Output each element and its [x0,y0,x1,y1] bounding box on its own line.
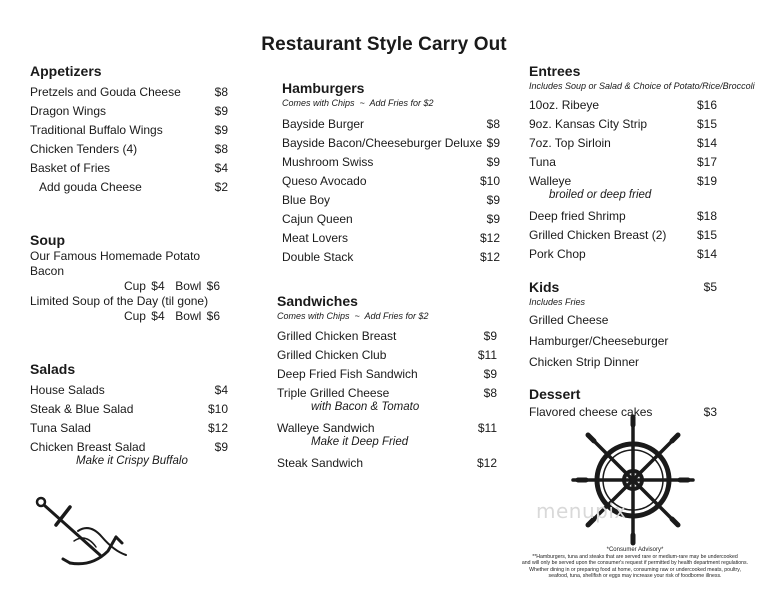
item-name: 7oz. Top Sirloin [529,136,611,150]
menu-item [529,245,717,264]
item-name: Walleye Sandwich [277,421,375,435]
menu-item [529,153,717,172]
menu-item [529,207,717,226]
item-name: Chicken Tenders (4) [30,142,138,156]
menu-item [30,419,228,438]
item-price: $8 [214,85,228,99]
item-note: broiled or deep fried [549,189,652,201]
item-price: $14 [696,136,717,150]
item-name: Bayside Burger [282,117,365,131]
menu-item [282,172,500,191]
menu-item [30,159,228,178]
item-name: Dragon Wings [30,104,107,118]
menu-item [277,327,497,346]
menu-item [529,134,717,153]
menu-item [529,226,717,245]
item-price: $9 [486,212,500,226]
item-note: with Bacon & Tomato [311,401,420,413]
item-price: $12 [479,231,500,245]
sandwiches-subtitle: Comes with Chips ~ Add Fries for $2 [277,311,429,321]
item-name: Grilled Chicken Breast (2) [529,228,667,242]
list-item: Chicken Strip Dinner [529,355,640,369]
item-name: Traditional Buffalo Wings [30,123,163,137]
item-price: $19 [696,174,717,188]
middle-column [282,79,500,267]
item-name: Queso Avocado [282,174,367,188]
item-price: $12 [479,250,500,264]
item-price: $9 [486,193,500,207]
menu-item [282,248,500,267]
item-price: $10 [479,174,500,188]
item-price: $2 [214,180,228,194]
page-title: Restaurant Style Carry Out [261,34,507,55]
item-price: $18 [696,209,717,223]
item-name: Cajun Queen [282,212,353,226]
item-price: $12 [207,421,228,435]
item-note: Make it Deep Fried [311,436,409,448]
menu-item [30,102,228,121]
menu-item [30,178,228,197]
item-name: Tuna [529,155,556,169]
item-price: $15 [696,228,717,242]
menu-item [30,400,228,419]
item-name: Add gouda Cheese [39,180,142,194]
menu-item [30,121,228,140]
advisory-line: seafood, tuna, shellfish or eggs may increase your risk of foodborne illness. [548,573,722,580]
item-name: Deep Fried Fish Sandwich [277,367,418,381]
item-name: Deep fried Shrimp [529,209,626,223]
kids-price: $5 [703,280,717,294]
item-price: $11 [477,421,497,435]
item-name: Bayside Bacon/Cheeseburger Deluxe [282,136,483,150]
item-name: Basket of Fries [30,161,111,175]
item-price: $9 [214,104,228,118]
kids-heading: Kids [529,279,560,295]
item-name: Double Stack [282,250,354,264]
anchor-icon [30,493,130,568]
menu-item [282,134,500,153]
item-price: $12 [476,456,497,470]
item-name: Walleye [529,174,572,188]
item-price: $11 [477,348,497,362]
menu-item [282,229,500,248]
hamburgers-heading: Hamburgers [282,80,365,96]
advisory-line: and will only be served upon the consumer's request if permitted by health department regulations. [521,560,749,567]
soup-prices: Cup $4 Bowl $6 [123,309,220,323]
item-price: $8 [483,386,497,400]
entrees-subtitle: Includes Soup or Salad & Choice of Potato/Rice/Broccoli [529,81,755,91]
item-name: House Salads [30,383,105,397]
sandwiches-heading: Sandwiches [277,293,358,309]
item-name: Steak & Blue Salad [30,402,134,416]
item-price: $4 [214,161,228,175]
item-note: Make it Crispy Buffalo [76,455,188,467]
item-price: $9 [486,155,500,169]
item-name: Steak Sandwich [277,456,364,470]
menu-item [282,191,500,210]
menu-item [277,454,497,473]
sandwiches-section [277,292,497,473]
item-name: Pretzels and Gouda Cheese [30,85,181,99]
soup-item: Our Famous Homemade Potato Bacon [30,249,201,278]
item-name: Meat Lovers [282,231,349,245]
dessert-heading: Dessert [529,386,581,402]
item-name: 10oz. Ribeye [529,98,600,112]
consumer-advisory [514,547,756,580]
item-price: $4 [214,383,228,397]
item-price: $8 [486,117,500,131]
item-price: $15 [696,117,717,131]
item-name: Triple Grilled Cheese [277,386,390,400]
item-name: Tuna Salad [30,421,91,435]
item-price: $16 [696,98,717,112]
right-column [529,62,755,422]
soup-item: Limited Soup of the Day (til gone) [30,294,209,308]
menu-item [282,115,500,134]
item-name: Blue Boy [282,193,331,207]
menu-item [277,365,497,384]
menu-item [30,140,228,159]
menu-item [30,381,228,400]
item-name: Mushroom Swiss [282,155,374,169]
item-price: $9 [483,329,497,343]
item-price: $9 [486,136,500,150]
kids-header [529,278,717,296]
item-name: Pork Chop [529,247,586,261]
menu-item [282,210,500,229]
watermark: menupix [536,499,627,523]
item-price: $17 [696,155,717,169]
item-name: 9oz. Kansas City Strip [529,117,648,131]
left-column [30,62,228,473]
item-price: $10 [207,402,228,416]
item-name: Chicken Breast Salad [30,440,146,454]
item-name: Grilled Chicken Club [277,348,387,362]
ship-wheel-icon [578,415,688,545]
item-name: Flavored cheese cakes [529,405,653,419]
item-price: $9 [214,440,228,454]
menu-item [277,346,497,365]
soup-heading: Soup [30,232,65,248]
advisory-line: **Hamburgers, tuna and steaks that are served rare or medium-rare may be undercooked [532,553,738,560]
hamburgers-subtitle: Comes with Chips ~ Add Fries for $2 [282,98,434,108]
entrees-heading: Entrees [529,63,581,79]
appetizers-heading: Appetizers [30,63,102,79]
menu-item [30,83,228,102]
menu-item [529,96,717,115]
list-item: Grilled Cheese [529,313,609,327]
advisory-line: Whether dining in or preparing food at home, consuming raw or undercooked meats, poultry, [529,566,741,573]
item-price: $8 [214,142,228,156]
advisory-title: *Consumer Advisory* [606,547,664,553]
item-price: $14 [696,247,717,261]
item-price: $9 [483,367,497,381]
item-price: $3 [703,405,717,419]
kids-subtitle: Includes Fries [529,297,586,307]
menu-item [529,115,717,134]
item-price: $9 [214,123,228,137]
item-name: Grilled Chicken Breast [277,329,397,343]
menu-item [282,153,500,172]
list-item: Hamburger/Cheeseburger [529,334,669,348]
soup-prices: Cup $4 Bowl $6 [123,279,220,293]
salads-heading: Salads [30,361,76,377]
